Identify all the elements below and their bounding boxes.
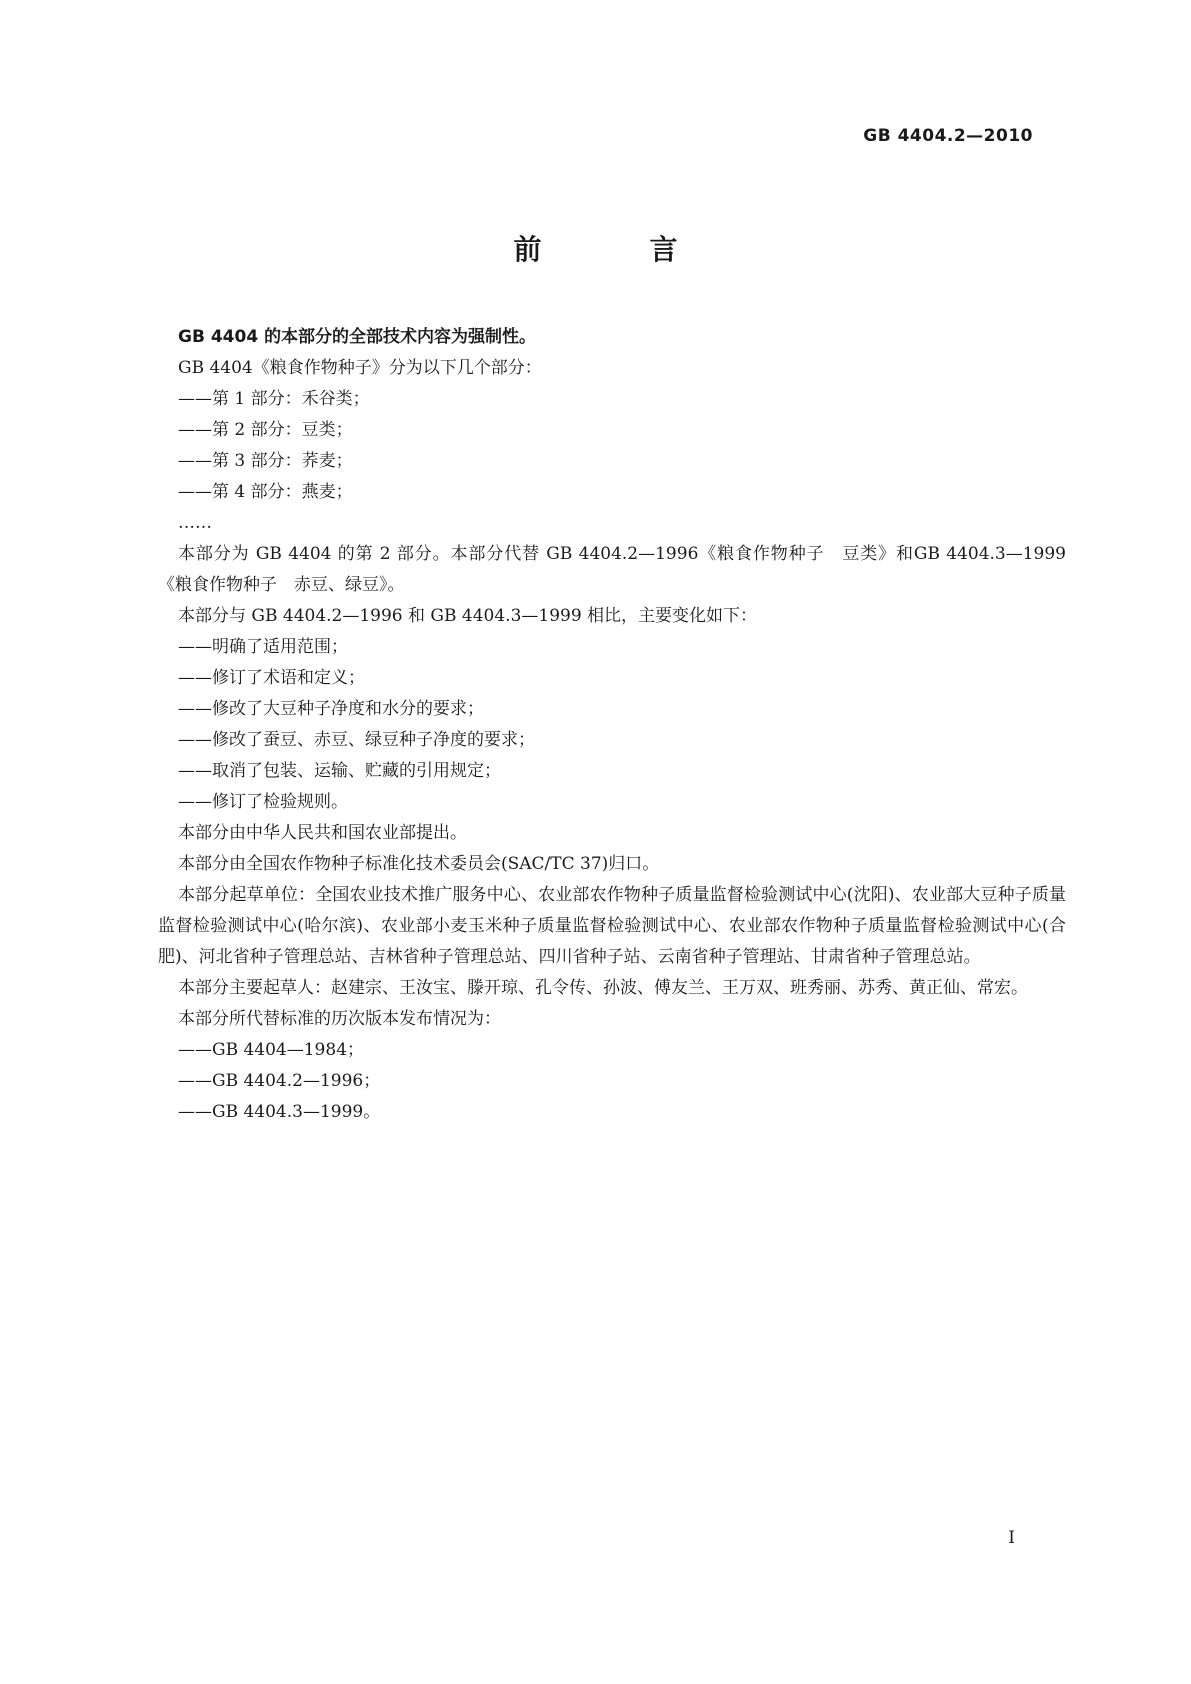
proposer-paragraph: 本部分由中华人民共和国农业部提出。 (178, 823, 467, 843)
ellipsis: …… (178, 513, 212, 533)
parts-intro: GB 4404《粮食作物种子》分为以下几个部分： (178, 358, 542, 378)
list-item: ——GB 4404.2—1996； (178, 1071, 381, 1091)
history-intro: 本部分所代替标准的历次版本发布情况为： (178, 1009, 501, 1029)
list-item: ——修订了检验规则。 (178, 792, 348, 812)
mandatory-statement: GB 4404 的本部分的全部技术内容为强制性。 (178, 327, 537, 347)
document-body (158, 322, 1066, 1128)
list-item: ——第 1 部分：禾谷类； (178, 389, 370, 409)
page-title: 前 言 (513, 233, 718, 266)
list-item: ——明确了适用范围； (178, 637, 348, 657)
list-item: ——修改了蚕豆、赤豆、绿豆种子净度的要求； (178, 730, 535, 750)
replacement-paragraph: 本部分为 GB 4404 的第 2 部分。本部分代替 GB 4404.2—1996《粮食作物种子 豆类》和GB 4404.3—1999《粮食作物种子 赤豆、绿豆》。 (158, 544, 1066, 595)
list-item: ——第 4 部分：燕麦； (178, 482, 353, 502)
list-item: ——修改了大豆种子净度和水分的要求； (178, 699, 484, 719)
list-item: ——GB 4404—1984； (178, 1040, 365, 1060)
list-item: ——GB 4404.3—1999。 (178, 1102, 381, 1122)
list-item: ——修订了术语和定义； (178, 668, 365, 688)
committee-paragraph: 本部分由全国农作物种子标准化技术委员会(SAC/TC 37)归口。 (178, 854, 660, 874)
drafting-units-paragraph: 本部分起草单位：全国农业技术推广服务中心、农业部农作物种子质量监督检验测试中心(沈阳)、农业部大豆种子质量监督检验测试中心(哈尔滨)、农业部小麦玉米种子质量监督检验测试中心、农业部农作物种子质量监督检验测试中心(合肥)、河北省种子管理总站、吉林省种子管理总站、四川省种子站、云南省种子管理站、甘肃省种子管理总站。 (158, 885, 1066, 967)
list-item: ——取消了包装、运输、贮藏的引用规定； (178, 761, 501, 781)
changes-intro: 本部分与 GB 4404.2—1996 和 GB 4404.3—1999 相比，主要变化如下： (178, 606, 758, 626)
drafters-paragraph: 本部分主要起草人：赵建宗、王汝宝、滕开琼、孔令传、孙波、傅友兰、王万双、班秀丽、苏秀、黄正仙、常宏。 (178, 978, 1028, 998)
list-item: ——第 3 部分：荞麦； (178, 451, 353, 471)
standard-code: GB 4404.2—2010 (863, 126, 1033, 146)
page-number: I (1008, 1528, 1015, 1548)
list-item: ——第 2 部分：豆类； (178, 420, 353, 440)
